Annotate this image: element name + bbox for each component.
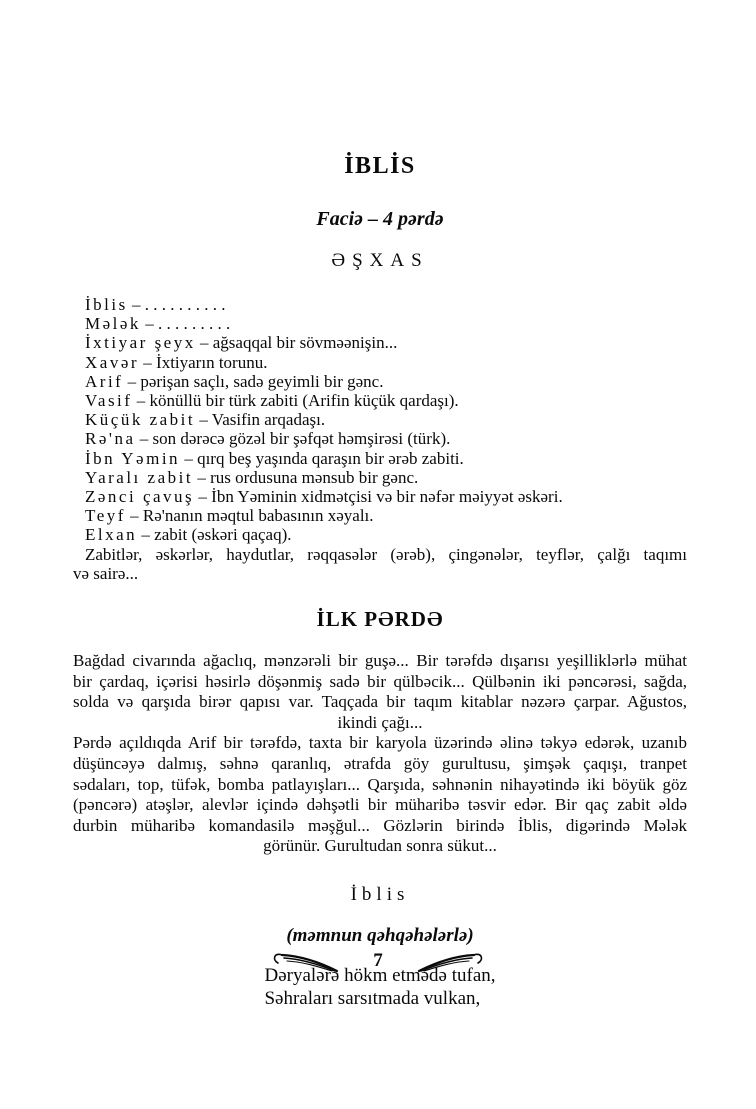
text-block bbox=[73, 0, 687, 1010]
verse-line: Səhraları sarsıtmada vulkan, bbox=[264, 987, 481, 1009]
stage-direction-line: Bağdad civarında ağaclıq, mənzərəli bir guşə... Bir tərəfdə dışarısı yeşilliklərlə mühat bbox=[73, 651, 687, 671]
stage-direction-line: durbin müharibə komandasilə məşğul... Gözlərin birində İblis, digərində Mələk bbox=[73, 815, 687, 835]
cast-item-name: Rə'na bbox=[85, 429, 136, 449]
cast-item-description: – zabit (əskəri qaçaq). bbox=[141, 525, 292, 545]
cast-item-name: Elxan bbox=[85, 525, 138, 545]
cast-item-name: Yaralı zabit bbox=[85, 467, 194, 487]
cast-item bbox=[85, 333, 687, 352]
stage-directions bbox=[73, 651, 687, 857]
cast-item-name: Teyf bbox=[85, 506, 126, 526]
flourish-right-icon bbox=[409, 948, 487, 974]
cast-item-description: – İxtiyarın torunu. bbox=[143, 352, 268, 372]
page-number: 7 bbox=[373, 950, 383, 971]
cast-item-name: Küçük zabit bbox=[85, 410, 196, 430]
cast-item bbox=[85, 295, 687, 314]
cast-item bbox=[85, 449, 687, 468]
cast-item bbox=[85, 525, 687, 544]
act-heading: İLK PƏRDƏ bbox=[316, 607, 444, 632]
cast-extras-line1: Zabitlər, əskərlər, haydutlar, rəqqasələr (ərəb), çingənələr, teyflər, çalğı taqımı bbox=[85, 544, 687, 564]
cast-list bbox=[73, 295, 687, 545]
cast-item bbox=[85, 314, 687, 333]
cast-item-name: Mələk bbox=[85, 314, 141, 334]
cast-item bbox=[85, 429, 687, 448]
cast-extras-line2: və sairə... bbox=[73, 563, 139, 583]
book-title: İBLİS bbox=[344, 153, 416, 179]
cast-item-description: – . . . . . . . . . . bbox=[131, 295, 226, 314]
cast-item-name: İbn Yəmin bbox=[85, 448, 181, 468]
cast-item-name: Arif bbox=[85, 371, 124, 391]
cast-heading: ƏŞXAS bbox=[331, 250, 429, 271]
page-footer bbox=[0, 948, 756, 974]
cast-item-description: – pərişan saçlı, sadə geyimli bir gənc. bbox=[127, 371, 384, 391]
cast-item bbox=[85, 468, 687, 487]
stage-direction-line: sədaları, top, tüfək, bomba patlayışları... Qarşıda, səhnənin nihayətində iki böyük göz bbox=[73, 774, 687, 794]
stage-direction-line: bir çardaq, içərisi həsirlə döşənmiş sadə bir qülbəcik... Qülbənin iki pəncərəsi, sağda, bbox=[73, 671, 687, 691]
stage-direction-line: düşüncəyə dalmış, səhnə qaranlıq, ətrafda göy gurultusu, şimşək çaqışı, tranpet bbox=[73, 754, 687, 774]
cast-item-description: – könüllü bir türk zabiti (Arifin küçük qardaşı). bbox=[136, 391, 459, 411]
cast-item bbox=[85, 391, 687, 410]
cast-item bbox=[85, 487, 687, 506]
cast-item bbox=[85, 353, 687, 372]
cast-item-name: İxtiyar şeyx bbox=[85, 333, 196, 353]
speaker-stage-direction: (məmnun qəhqəhələrlə) bbox=[286, 924, 474, 946]
cast-item-description: – . . . . . . . . . bbox=[145, 314, 231, 334]
cast-item-description: – qırq beş yaşında qaraşın bir ərəb zabiti. bbox=[184, 448, 464, 468]
cast-item bbox=[85, 372, 687, 391]
stage-directions-para1 bbox=[73, 651, 687, 713]
cast-item-name: Zənci çavuş bbox=[85, 487, 195, 507]
stage-direction-line: Pərdə açıldıqda Arif bir tərəfdə, taxta bir karyola üzərində əlinə təkyə edərək, uzanıb bbox=[73, 733, 687, 753]
stage-direction-line: (pəncərə) atəşlər, alevlər içində dəhşətli bir müharibə təsvir edər. Bir qaç zabit əldə bbox=[73, 795, 687, 815]
cast-item-name: İblis bbox=[85, 295, 128, 314]
cast-item-name: Vasif bbox=[85, 391, 133, 411]
cast-item-description: – ağsaqqal bir sövməənişin... bbox=[199, 333, 398, 353]
verse-line: Dəryalərə hökm etmədə tufan, bbox=[264, 964, 496, 986]
speaker-name: İblis bbox=[350, 883, 410, 905]
cast-item-description: – Vasifin arqadaşı. bbox=[199, 410, 326, 430]
cast-item bbox=[85, 410, 687, 429]
flourish-left-icon bbox=[269, 948, 347, 974]
stage-direction-line: solda və qarşıda birər qapısı var. Taqçada bir taqım kitablar nəzərə çarpar. Ağustos, bbox=[73, 692, 687, 712]
stage-directions-para2 bbox=[73, 733, 687, 836]
stage-directions-para1-last: ikindi çağı... bbox=[337, 712, 423, 732]
cast-item-name: Xavər bbox=[85, 352, 140, 372]
cast-item-description: – son dərəcə gözəl bir şəfqət həmşirəsi (türk). bbox=[139, 429, 451, 449]
cast-item bbox=[85, 506, 687, 525]
cast-item-description: – İbn Yəminin xidmətçisi və bir nəfər məiyyət əskəri. bbox=[198, 487, 563, 507]
cast-item-description: – Rə'nanın məqtul babasının xəyalı. bbox=[130, 506, 374, 526]
cast-item-description: – rus ordusuna mənsub bir gənc. bbox=[197, 467, 419, 487]
stage-directions-para2-last: görünür. Gurultudan sonra sükut... bbox=[263, 836, 497, 856]
book-subtitle: Faciə – 4 pərdə bbox=[316, 208, 444, 230]
